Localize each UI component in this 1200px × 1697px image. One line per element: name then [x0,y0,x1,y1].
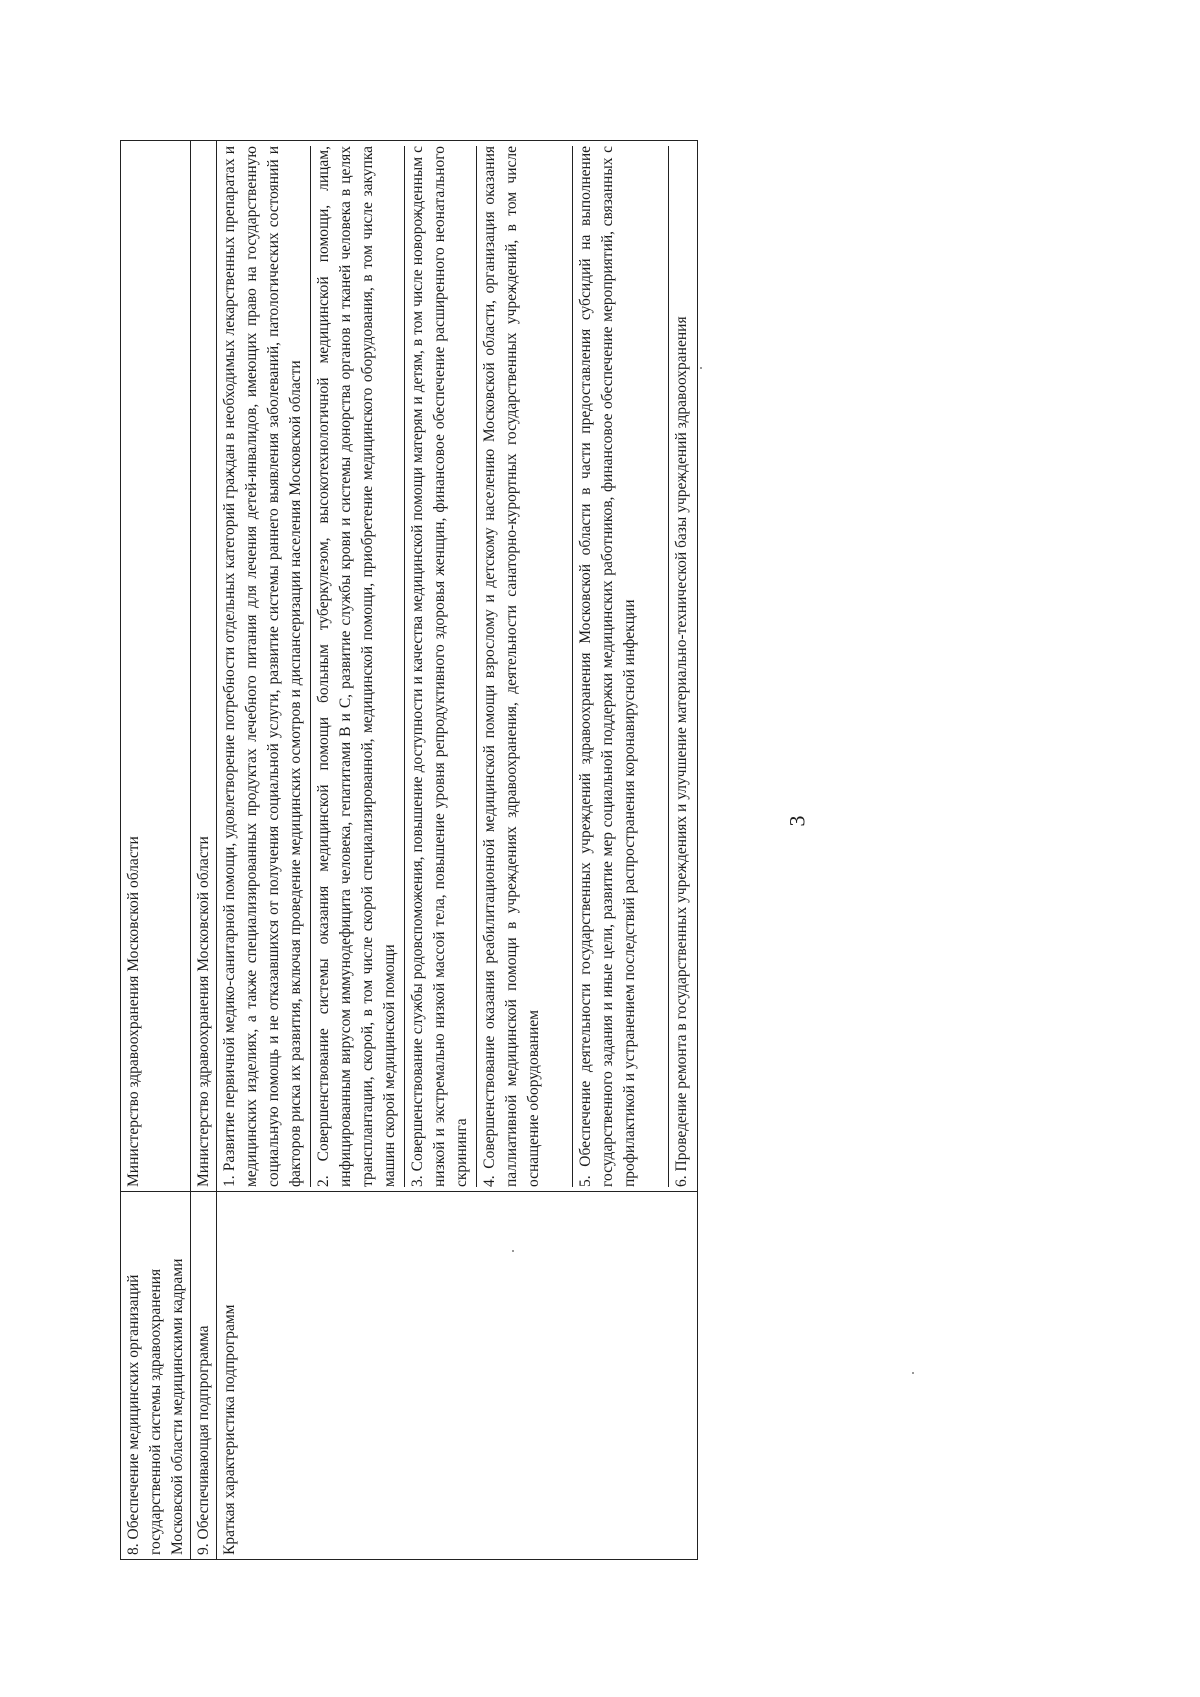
scan-speck [700,367,702,369]
table-row [217,141,698,1560]
subprogram-list [217,141,698,1192]
program-passport-table [120,140,698,1560]
table-row [121,141,191,1560]
row-label-supporting: 9. Обеспечивающая подпрограмма [191,1192,217,1560]
scan-speck [512,1250,514,1252]
row-label-brief: Краткая характеристика подпрограмм [217,1192,698,1560]
subprogram-item: 1. Развитие первичной медико-санитарной помощи, удовлетворение потребности отдельных категорий граждан в необходимых лекарственных препаратах и медицинских изделиях, а также специализированных продуктах лечебного питания для лечения детей-инвалидов, имеющих право на государственную социальную помощь и не отказавшихся от получения социальной услуги, развитие системы раннего выявления заболеваний, патологических состояний и факторов риска их развития, включая проведение медицинских осмотров и диспансеризации населения Московской области [221,146,304,1187]
scan-speck [912,1372,914,1374]
row-value-org-provision: Министерство здравоохранения Московской области [121,141,191,1192]
table-row [191,141,217,1560]
subprogram-item: 4. Совершенствование оказания реабилитационной медицинской помощи взрослому и детскому населению Московской области, организация оказания паллиативной медицинской помощи в учреждениях здравоохранения, деятельности санаторно-курортных государственных учреждений, в том числе оснащение оборудованием [476,146,548,1187]
row-label-org-provision: 8. Обеспечение медицинских организаций государственной системы здравоохранения Московской области медицинскими кадрами [121,1192,191,1560]
subprogram-item: 5. Обеспечение деятельности государственных учреждений здравоохранения Московской области в части предоставления субсидий на выполнение государственного задания и иные цели, развитие мер социальной поддержки медицинских работников, финансовое обеспечение мероприятий, связанных с профилактикой и устранением последствий распространения коронавирусной инфекции [572,146,644,1187]
rotated-table-wrapper [120,140,1160,1560]
subprogram-item: 6. Проведение ремонта в государственных учреждениях и улучшение материально-технической базы учреждений здравоохранения [668,146,696,1187]
row-value-supporting: Министерство здравоохранения Московской области [191,141,217,1192]
subprogram-item: 2. Совершенствование системы оказания медицинской помощи больным туберкулезом, высокотехнологичной медицинской помощи, лицам, инфицированным вирусом иммунодефицита человека, гепатитами В и С, развитие службы крови и системы донорства органов и тканей человека в целях трансплантации, скорой, в том числе скорой специализированной, медицинской помощи, приобретение медицинского оборудования, в том числе закупка машин скорой медицинской помощи [310,146,404,1187]
page-number: 3 [784,815,810,827]
subprogram-item: 3. Совершенствование службы родовспоможения, повышение доступности и качества медицинской помощи матерям и детям, в том числе новорожденным с низкой и экстремально низкой массой тела, повышение уровня репродуктивного здоровья женщин, финансовое обеспечение расширенного неонатального скрининга [404,146,476,1187]
